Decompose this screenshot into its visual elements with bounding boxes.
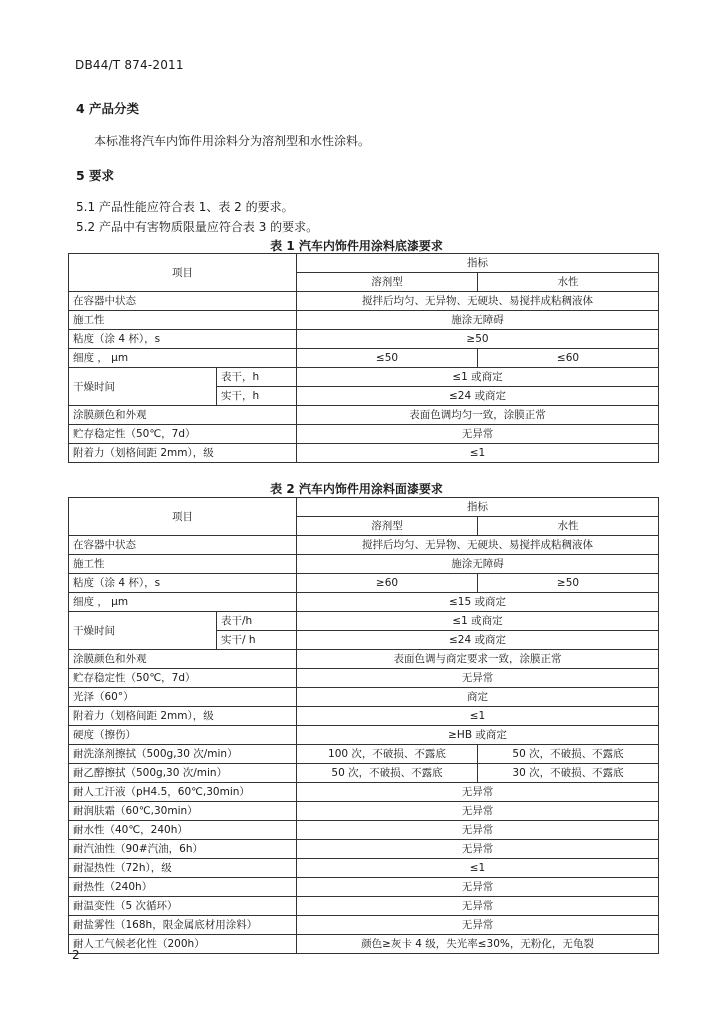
row-water-value: 30 次，不破损、不露底 [478, 764, 659, 783]
row-value: 表面色调与商定要求一致，涂膜正常 [297, 650, 659, 669]
table-row [69, 745, 659, 764]
row-value: 施涂无障碍 [297, 555, 659, 574]
row-item: 耐洗涤剂擦拭（500g,30 次/min） [69, 745, 297, 764]
row-item: 耐水性（40℃，240h） [69, 821, 297, 840]
row-item: 贮存稳定性（50℃，7d） [69, 425, 297, 444]
row-item: 耐湿热性（72h），级 [69, 859, 297, 878]
row-item: 粘度（涂 4 杯），s [69, 330, 297, 349]
row-value: ≤1 [297, 859, 659, 878]
section-4-heading: 4 产品分类 [76, 101, 140, 116]
table-row [69, 555, 659, 574]
table-row [69, 574, 659, 593]
table-row [69, 444, 659, 463]
row-value: 搅拌后均匀、无异物、无硬块、易搅拌成粘稠液体 [297, 292, 659, 311]
row-subitem: 表干，h [217, 368, 297, 387]
header-solvent: 溶剂型 [297, 517, 478, 536]
table-row [69, 916, 659, 935]
row-solvent-value: ≤50 [297, 349, 478, 368]
table-row [69, 878, 659, 897]
table-row [69, 425, 659, 444]
row-value: 无异常 [297, 802, 659, 821]
table-row [69, 669, 659, 688]
row-subitem: 表干/h [217, 612, 297, 631]
row-value: 无异常 [297, 669, 659, 688]
header-item: 项目 [69, 254, 297, 292]
row-value: ≤1 或商定 [297, 612, 659, 631]
row-water-value: ≥50 [478, 574, 659, 593]
row-value: 无异常 [297, 783, 659, 802]
header-index: 指标 [297, 254, 659, 273]
row-item: 耐润肤霜（60℃,30min） [69, 802, 297, 821]
table-row [69, 368, 659, 387]
row-value: ≤15 或商定 [297, 593, 659, 612]
row-item: 耐汽油性（90#汽油，6h） [69, 840, 297, 859]
row-item: 耐盐雾性（168h，限金属底材用涂料） [69, 916, 297, 935]
row-value: ≥HB 或商定 [297, 726, 659, 745]
row-item: 耐人工汗液（pH4.5，60℃,30min） [69, 783, 297, 802]
section-5-2-text: 5.2 产品中有害物质限量应符合表 3 的要求。 [76, 220, 319, 234]
row-item: 干燥时间 [69, 368, 217, 406]
header-item: 项目 [69, 498, 297, 536]
table-row [69, 821, 659, 840]
row-solvent-value: ≥60 [297, 574, 478, 593]
table-2-caption: 表 2 汽车内饰件用涂料面漆要求 [270, 482, 443, 496]
table-2 [68, 497, 659, 954]
page-number: 2 [72, 948, 80, 962]
row-value: 无异常 [297, 878, 659, 897]
row-value: 颜色≥灰卡 4 级，失光率≤30%，无粉化，无龟裂 [297, 935, 659, 954]
row-item: 在容器中状态 [69, 292, 297, 311]
section-5-1-text: 5.1 产品性能应符合表 1、表 2 的要求。 [76, 200, 294, 214]
row-value: ≤1 或商定 [297, 368, 659, 387]
section-5-heading: 5 要求 [76, 168, 115, 183]
row-item: 耐乙醇擦拭（500g,30 次/min） [69, 764, 297, 783]
row-item: 耐人工气候老化性（200h） [69, 935, 297, 954]
row-item: 光泽（60°） [69, 688, 297, 707]
row-value: 无异常 [297, 425, 659, 444]
row-item: 细度 ， μm [69, 593, 297, 612]
row-value: ≤1 [297, 707, 659, 726]
table-row [69, 593, 659, 612]
row-item: 涂膜颜色和外观 [69, 650, 297, 669]
row-item: 粘度（涂 4 杯），s [69, 574, 297, 593]
row-value: 无异常 [297, 897, 659, 916]
row-subitem: 实干，h [217, 387, 297, 406]
row-value: 表面色调均匀一致，涂膜正常 [297, 406, 659, 425]
row-item: 硬度（擦伤） [69, 726, 297, 745]
row-water-value: ≤60 [478, 349, 659, 368]
table-row [69, 311, 659, 330]
table-row [69, 726, 659, 745]
header-water: 水性 [478, 517, 659, 536]
row-value: 商定 [297, 688, 659, 707]
table-row [69, 764, 659, 783]
header-water: 水性 [478, 273, 659, 292]
table-1-caption: 表 1 汽车内饰件用涂料底漆要求 [270, 239, 443, 253]
row-water-value: 50 次，不破损、不露底 [478, 745, 659, 764]
row-value: ≤24 或商定 [297, 387, 659, 406]
row-solvent-value: 50 次，不破损、不露底 [297, 764, 478, 783]
header-index: 指标 [297, 498, 659, 517]
row-item: 在容器中状态 [69, 536, 297, 555]
table-row [69, 292, 659, 311]
table-row [69, 536, 659, 555]
row-solvent-value: 100 次，不破损、不露底 [297, 745, 478, 764]
row-item: 细度 ， μm [69, 349, 297, 368]
row-value: 搅拌后均匀、无异物、无硬块、易搅拌成粘稠液体 [297, 536, 659, 555]
table-row [69, 840, 659, 859]
table-row [69, 330, 659, 349]
table-row [69, 859, 659, 878]
row-value: ≤24 或商定 [297, 631, 659, 650]
row-item: 耐温变性（5 次循环） [69, 897, 297, 916]
table-row [69, 612, 659, 631]
table-row [69, 406, 659, 425]
row-item: 耐热性（240h） [69, 878, 297, 897]
row-value: ≤1 [297, 444, 659, 463]
row-value: ≥50 [297, 330, 659, 349]
row-item: 施工性 [69, 555, 297, 574]
row-item: 附着力（划格间距 2mm），级 [69, 707, 297, 726]
row-subitem: 实干/ h [217, 631, 297, 650]
row-item: 干燥时间 [69, 612, 217, 650]
row-item: 附着力（划格间距 2mm），级 [69, 444, 297, 463]
table-row [69, 802, 659, 821]
table-row [69, 688, 659, 707]
row-value: 无异常 [297, 821, 659, 840]
table-row [69, 349, 659, 368]
table-row [69, 783, 659, 802]
table-1 [68, 253, 659, 463]
document-id: DB44/T 874-2011 [75, 58, 184, 72]
row-item: 贮存稳定性（50℃，7d） [69, 669, 297, 688]
header-solvent: 溶剂型 [297, 273, 478, 292]
section-4-text: 本标准将汽车内饰件用涂料分为溶剂型和水性涂料。 [94, 134, 371, 148]
table-row [69, 897, 659, 916]
row-value: 无异常 [297, 916, 659, 935]
table-row [69, 935, 659, 954]
row-item: 涂膜颜色和外观 [69, 406, 297, 425]
table-row [69, 650, 659, 669]
row-item: 施工性 [69, 311, 297, 330]
table-row [69, 707, 659, 726]
row-value: 无异常 [297, 840, 659, 859]
row-value: 施涂无障碍 [297, 311, 659, 330]
